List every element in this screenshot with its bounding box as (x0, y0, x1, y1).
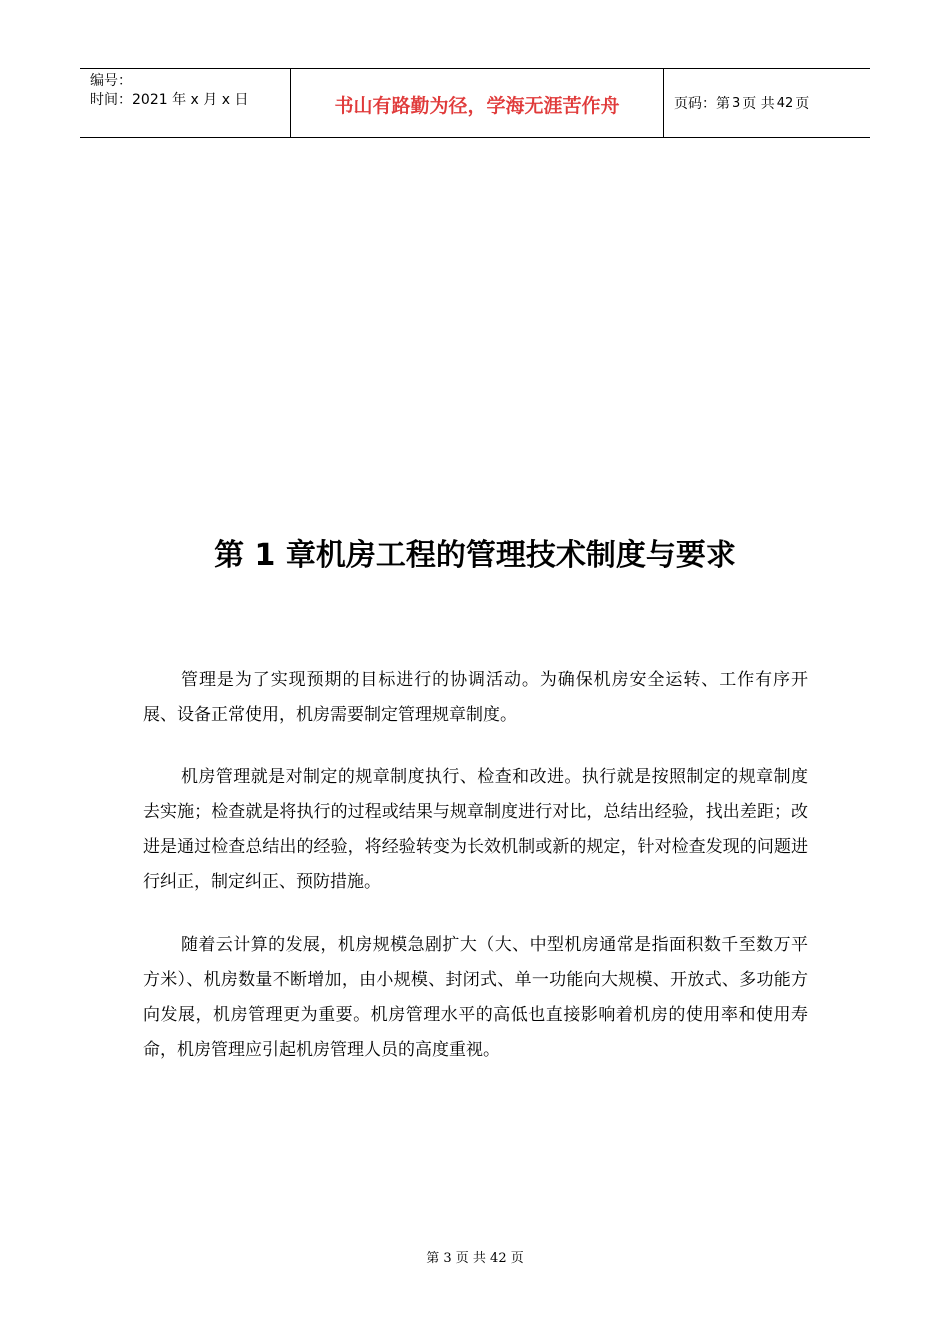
header-page-info (664, 69, 870, 137)
header-meta (80, 69, 291, 137)
page-prefix: 页码：第 (674, 96, 730, 112)
page-current: 3 (732, 95, 741, 111)
number-label: 编号： (90, 73, 132, 89)
page-total: 42 (776, 95, 794, 111)
document-header (80, 68, 870, 138)
chapter-title: 第 1 章机房工程的管理技术制度与要求 (214, 538, 736, 573)
paragraph: 机房管理就是对制定的规章制度执行、检查和改进。执行就是按照制定的规章制度去实施；检查就是将执行的过程或结果与规章制度进行对比，总结出经验，找出差距；改进是通过检查总结出的经验，将经验转变为长效机制或新的规定，针对检查发现的问题进行纠正，制定纠正、预防措施。 (143, 767, 808, 892)
paragraph: 随着云计算的发展，机房规模急剧扩大（大、中型机房通常是指面积数千至数万平方米）、机房数量不断增加，由小规模、封闭式、单一功能向大规模、开放式、多功能方向发展，机房管理更为重要。机房管理水平的高低也直接影响着机房的使用率和使用寿命，机房管理应引起机房管理人员的高度重视。 (143, 935, 808, 1060)
time-label: 时间：2021 年 x 月 x 日 (90, 92, 249, 108)
paragraph: 管理是为了实现预期的目标进行的协调活动。为确保机房安全运转、工作有序开展、设备正常使用，机房需要制定管理规章制度。 (143, 670, 808, 725)
header-motto: 书山有路勤为径，学海无涯苦作舟 (291, 69, 664, 137)
page-suffix: 页 (795, 96, 810, 112)
page-footer: 第 3 页 共 42 页 (426, 1251, 524, 1266)
page-middle: 页 共 (742, 96, 775, 112)
